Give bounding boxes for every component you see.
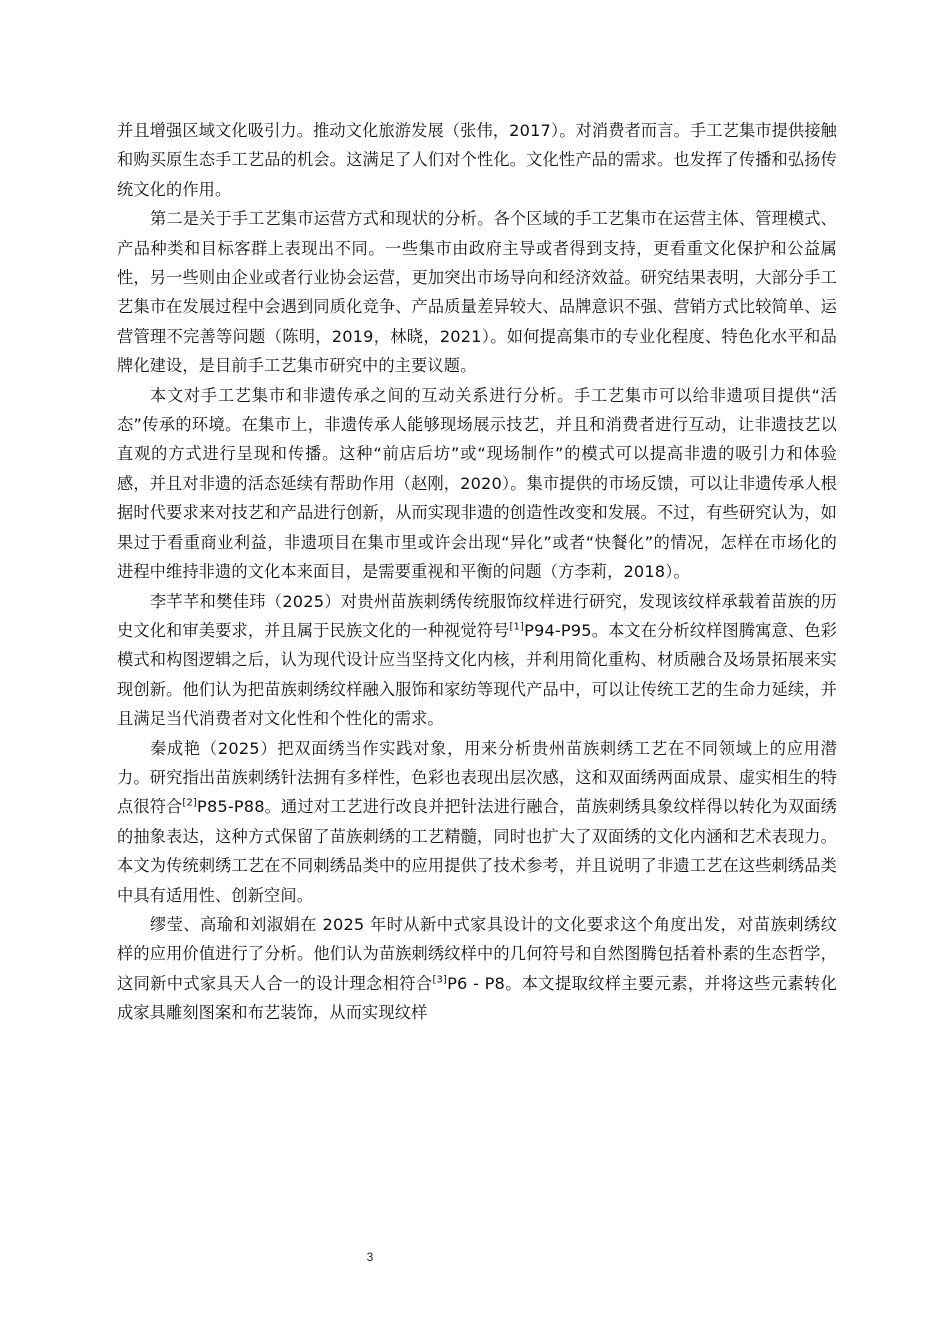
page-number: 3 [366, 1250, 374, 1264]
paragraph [117, 587, 837, 734]
text-run: 李芊芊和樊佳玮（2025）对贵州苗族刺绣传统服饰纹样进行研究，发现该纹样承载着苗族的历史文化和审美要求，并且属于民族文化的一种视觉符号 [117, 591, 837, 640]
text-run: P85-P88。通过对工艺进行改良并把针法进行融合，苗族刺绣具象纹样得以转化为双面绣的抽象表达，这种方式保留了苗族刺绣的工艺精髓，同时也扩大了双面绣的文化内涵和艺术表现力。本文为传统刺绣工艺在不同刺绣品类中的应用提供了技术参考，并且说明了非遗工艺在这些刺绣品类中具有适用性、创新空间。 [117, 797, 837, 905]
citation-marker: [3] [432, 974, 448, 986]
text-run: 本文对手工艺集市和非遗传承之间的互动关系进行分析。手工艺集市可以给非遗项目提供“活态”传承的环境。在集市上，非遗传承人能够现场展示技艺，并且和消费者进行互动，让非遗技艺以直观的方式进行呈现和传播。这种“前店后坊”或“现场制作”的模式可以提高非遗的吸引力和体验感，并且对非遗的活态延续有帮助作用（赵刚，2020）。集市提供的市场反馈，可以让非遗传承人根据时代要求来对技艺和产品进行创新，从而实现非遗的创造性改变和发展。不过，有些研究认为，如果过于看重商业利益，非遗项目在集市里或许会出现“异化”或者“快餐化”的情况，怎样在市场化的进程中维持非遗的文化本来面目，是需要重视和平衡的问题（方李莉，2018）。 [117, 385, 837, 582]
citation-marker: [1] [509, 621, 525, 633]
text-run: P94-P95。本文在分析纹样图腾寓意、色彩模式和构图逻辑之后，认为现代设计应当坚持文化内核，并利用简化重构、材质融合及场景拓展来实现创新。他们认为把苗族刺绣纹样融入服饰和家纺等现代产品中，可以让传统工艺的生命力延续，并且满足当代消费者对文化性和个性化的需求。 [117, 620, 837, 729]
paragraph [117, 734, 837, 910]
text-run: 缪莹、高瑜和刘淑娟在 2025 年时从新中式家具设计的文化要求这个角度出发，对苗族刺绣纹样的应用价值进行了分析。他们认为苗族刺绣纹样中的几何符号和自然图腾包括着朴素的生态哲学，这同新中式家具天人合一的设计理念相符合 [117, 914, 837, 993]
paragraph [117, 204, 837, 380]
text-run: 秦成艳（2025）把双面绣当作实践对象，用来分析贵州苗族刺绣工艺在不同领域上的应用潜力。研究指出苗族刺绣针法拥有多样性，色彩也表现出层次感，这和双面绣两面成景、虚实相生的特点很符合 [117, 738, 837, 817]
document-body [117, 116, 837, 1028]
text-run: 第二是关于手工艺集市运营方式和现状的分析。各个区域的手工艺集市在运营主体、管理模式、产品种类和目标客群上表现出不同。一些集市由政府主导或者得到支持，更看重文化保护和公益属性，另一些则由企业或者行业协会运营，更加突出市场导向和经济效益。研究结果表明，大部分手工艺集市在发展过程中会遇到同质化竞争、产品质量差异较大、品牌意识不强、营销方式比较简单、运营管理不完善等问题（陈明，2019，林晓，2021）。如何提高集市的专业化程度、特色化水平和品牌化建设，是目前手工艺集市研究中的主要议题。 [117, 209, 837, 376]
paragraph [117, 381, 837, 587]
text-run: 并且增强区域文化吸引力。推动文化旅游发展（张伟，2017）。对消费者而言。手工艺集市提供接触和购买原生态手工艺品的机会。这满足了人们对个性化。文化性产品的需求。也发挥了传播和弘扬传统文化的作用。 [117, 121, 837, 199]
paragraph [117, 910, 837, 1028]
paragraph [117, 116, 837, 204]
citation-marker: [2] [182, 797, 198, 809]
text-run: P6 - P8。本文提取纹样主要元素，并将这些元素转化成家具雕刻图案和布艺装饰，从而实现纹样 [117, 973, 837, 1023]
